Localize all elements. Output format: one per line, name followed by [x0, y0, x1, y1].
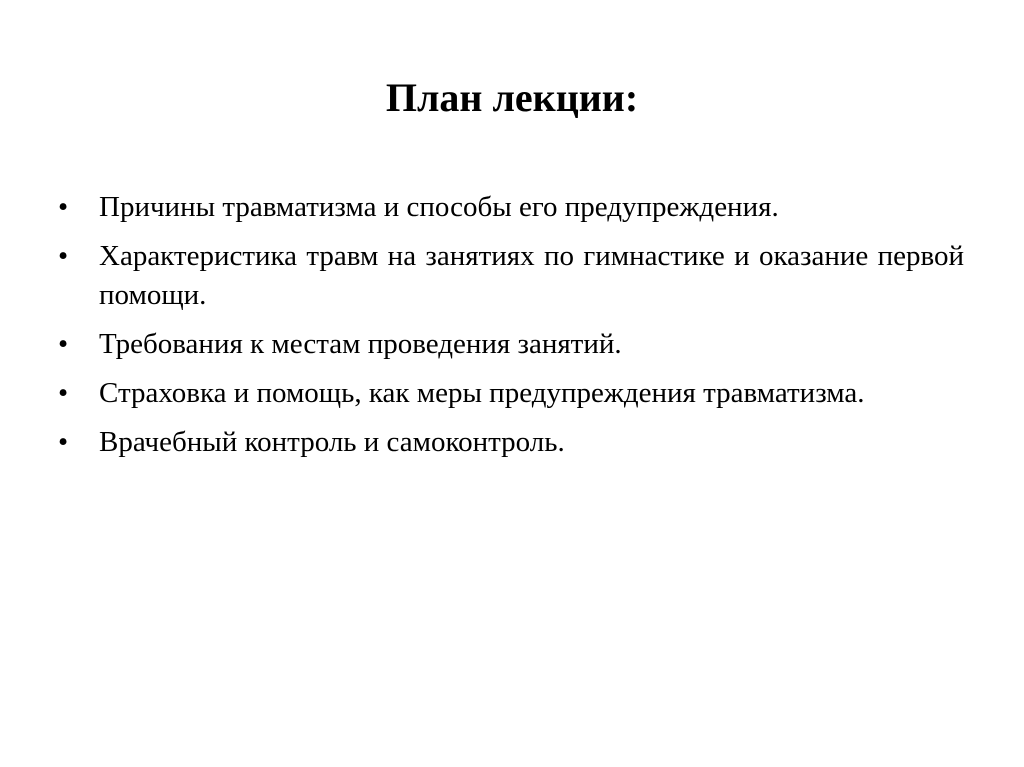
list-item	[58, 237, 964, 315]
bullet-icon: •	[58, 191, 69, 223]
bullet-icon: •	[58, 426, 69, 458]
list-item	[58, 188, 964, 227]
list-item	[58, 374, 964, 413]
bullet-icon: •	[58, 240, 69, 272]
list-item-text: Требования к местам проведения занятий.	[99, 328, 622, 360]
list-item-text: Страховка и помощь, как меры предупреждения травматизма.	[99, 377, 865, 409]
slide-title: План лекции:	[385, 75, 639, 120]
list-item	[58, 423, 964, 462]
list-item-text: Причины травматизма и способы его предупреждения.	[99, 191, 779, 223]
list-item-text: Характеристика травм на занятиях по гимнастике и оказание первой помощи.	[99, 240, 964, 311]
bullet-icon: •	[58, 328, 69, 360]
bullet-list	[58, 188, 964, 472]
list-item-text: Врачебный контроль и самоконтроль.	[99, 426, 565, 458]
list-item	[58, 325, 964, 364]
bullet-icon: •	[58, 377, 69, 409]
